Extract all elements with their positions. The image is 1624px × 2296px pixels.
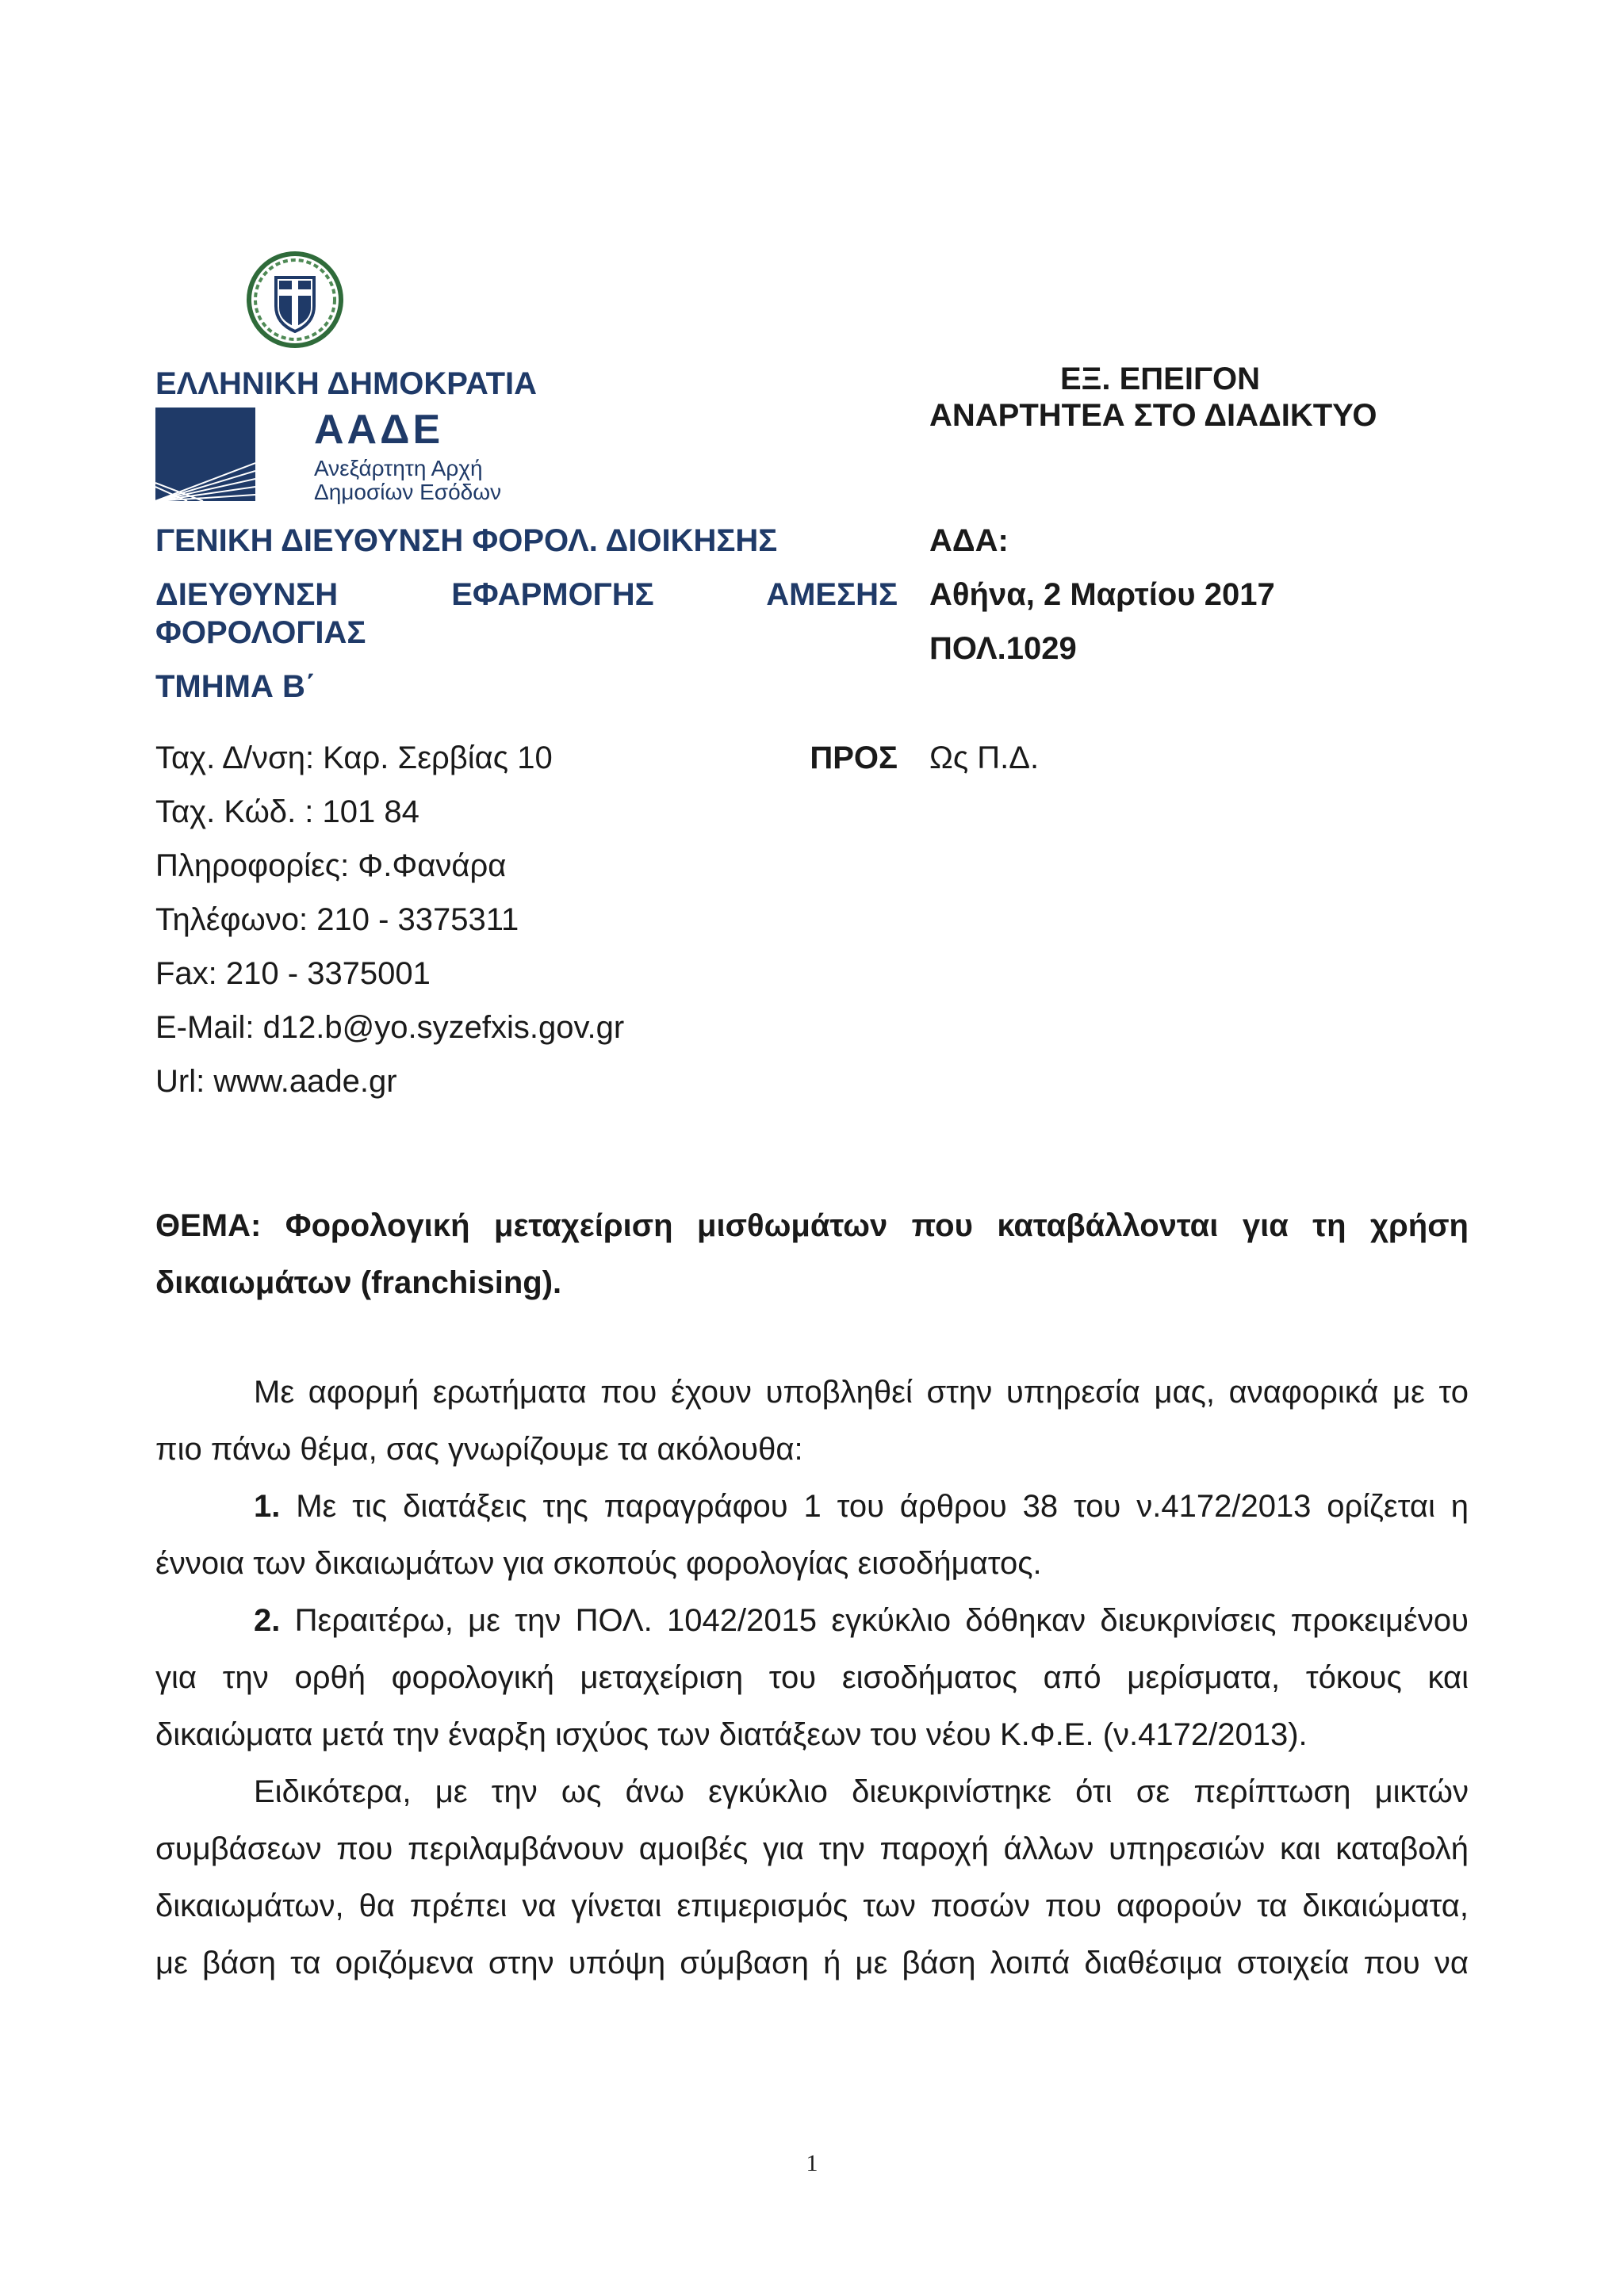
p4-line3: δικαιωμάτων, θα πρέπει να γίνεται επιμερισμός των ποσών που αφορούν τα δικαιώματα, (155, 1888, 1469, 1923)
p1-line2: πιο πάνω θέμα, σας γνωρίζουμε τα ακόλουθα: (155, 1432, 803, 1467)
contact-address: Ταχ. Δ/νση: Καρ. Σερβίας 10 (155, 740, 553, 775)
p3-line3: δικαιώματα μετά την έναρξη ισχύος των διατάξεων του νέου Κ.Φ.Ε. (ν.4172/2013). (155, 1717, 1308, 1752)
paragraph-2 (155, 1478, 1469, 1592)
p2-line1-text: Με τις διατάξεις της παραγράφου 1 του άρθρου 38 του ν.4172/2013 ορίζεται η (296, 1489, 1469, 1524)
directorate-line1: ΔΙΕΥΘΥΝΣΗ ΕΦΑΡΜΟΓΗΣ ΑΜΕΣΗΣ (155, 577, 898, 612)
directorate-general: ΓΕΝΙΚΗ ΔΙΕΥΘΥΝΣΗ ΦΟΡΟΛ. ΔΙΟΙΚΗΣΗΣ (155, 523, 778, 558)
document-date: Αθήνα, 2 Μαρτίου 2017 (929, 577, 1275, 612)
document-ref: ΠΟΛ.1029 (929, 631, 1077, 666)
p2-number: 1. (254, 1489, 281, 1524)
p4-line4: με βάση τα οριζόμενα στην υπόψη σύμβαση ή με βάση λοιπά διαθέσιμα στοιχεία που να (155, 1946, 1469, 1980)
subject-line1: ΘΕΜΑ: Φορολογική μεταχείριση μισθωμάτων που καταβάλλονται για τη χρήση (155, 1208, 1469, 1243)
contact-fax: Fax: 210 - 3375001 (155, 956, 431, 991)
p3-number: 2. (254, 1603, 281, 1638)
page-number: 1 (806, 2150, 818, 2176)
subject (155, 1197, 1469, 1311)
p3-line1 (155, 1592, 1469, 1649)
p3-line1-text: Περαιτέρω, με την ΠΟΛ. 1042/2015 εγκύκλιο δόθηκαν διευκρινίσεις προκειμένου (294, 1603, 1469, 1638)
paragraph-3 (155, 1592, 1469, 1763)
contact-postal: Ταχ. Κώδ. : 101 84 (155, 794, 419, 829)
recipient-value: Ως Π.Δ. (929, 740, 1040, 775)
aade-logo-acronym: ΑΑΔΕ (314, 407, 444, 453)
aade-logo (155, 408, 568, 503)
aade-logo-icon (155, 408, 255, 505)
p3-line2: για την ορθή φορολογική μεταχείριση του εισοδήματος από μερίσματα, τόκους και (155, 1660, 1469, 1695)
p2-line1 (155, 1478, 1469, 1535)
paragraph-1 (155, 1364, 1469, 1478)
contact-email[interactable]: E-Mail: d12.b@yo.syzefxis.gov.gr (155, 1010, 625, 1045)
urgent-label: ΕΞ. ΕΠΕΙΓΟΝ (1059, 362, 1261, 396)
p2-line2: έννοια των δικαιωμάτων για σκοπούς φορολογίας εισοδήματος. (155, 1546, 1042, 1581)
p1-line1: Με αφορμή ερωτήματα που έχουν υποβληθεί στην υπηρεσία μας, αναφορικά με το (254, 1375, 1469, 1410)
paragraph-4 (155, 1763, 1469, 1992)
contact-url[interactable]: Url: www.aade.gr (155, 1064, 397, 1099)
subject-line2: δικαιωμάτων (franchising). (155, 1265, 562, 1300)
department: ΤΜΗΜΑ Β΄ (155, 669, 316, 704)
publish-label: ΑΝΑΡΤΗΤΕΑ ΣΤΟ ΔΙΑΔΙΚΤΥΟ (929, 398, 1377, 433)
greek-coat-of-arms-icon (246, 251, 344, 349)
republic-title: ΕΛΛΗΝΙΚΗ ΔΗΜΟΚΡΑΤΙΑ (155, 366, 537, 401)
p4-line2: συμβάσεων που περιλαμβάνουν αμοιβές για την παροχή άλλων υπηρεσιών και καταβολή (155, 1831, 1469, 1866)
aade-logo-line1: Ανεξάρτητη Αρχή (314, 456, 483, 480)
recipient-label: ΠΡΟΣ (810, 740, 898, 775)
directorate-line2: ΦΟΡΟΛΟΓΙΑΣ (155, 615, 366, 650)
aade-logo-line2: Δημοσίων Εσόδων (314, 480, 502, 504)
ada-label: ΑΔΑ: (929, 523, 1009, 558)
p4-line1: Ειδικότερα, με την ως άνω εγκύκλιο διευκρινίστηκε ότι σε περίπτωση μικτών (254, 1774, 1469, 1809)
contact-phone: Τηλέφωνο: 210 - 3375311 (155, 902, 519, 937)
contact-info: Πληροφορίες: Φ.Φανάρα (155, 848, 507, 883)
